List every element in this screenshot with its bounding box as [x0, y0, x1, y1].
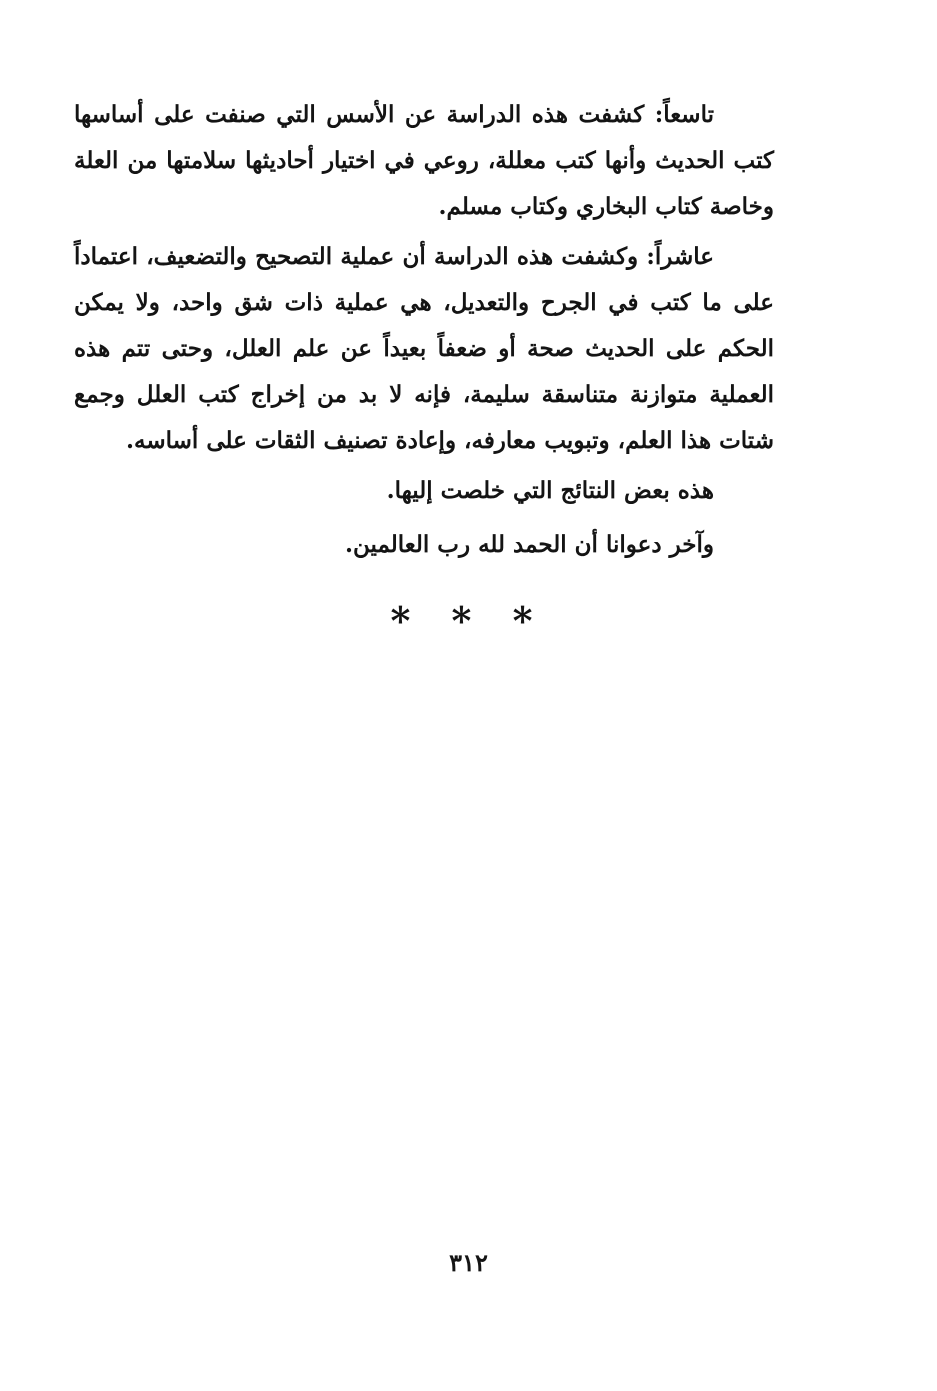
section-separator: * * * [390, 598, 547, 643]
paragraph-tenth: عاشراً: وكشفت هذه الدراسة أن عملية التصحيح والتضعيف، اعتماداً على ما كتب في الجرح والتعديل، هي عملية ذات شق واحد، ولا يمكن الحكم على الحديث صحة أو ضعفاً بعيداً عن علم العلل، وحتى تتم هذه العملية متوازنة متناسقة سليمة، فإنه لا بد من إخراج كتب العلل وجمع شتات هذا العلم، وتبويب معارفه، وإعادة تصنيف الثقات على أساسه. [74, 243, 774, 454]
paragraph-summary: هذه بعض النتائج التي خلصت إليها. [386, 477, 714, 504]
page-number: ٣١٢ [449, 1248, 488, 1277]
paragraph-ninth: تاسعاً: كشفت هذه الدراسة عن الأسس التي صنفت على أساسها كتب الحديث وأنها كتب معللة، روعي في اختيار أحاديثها سلامتها من العلة وخاصة كتاب البخاري وكتاب مسلم. [74, 101, 774, 220]
paragraph-closing: وآخر دعوانا أن الحمد لله رب العالمين. [345, 531, 714, 558]
page-body [74, 92, 774, 568]
